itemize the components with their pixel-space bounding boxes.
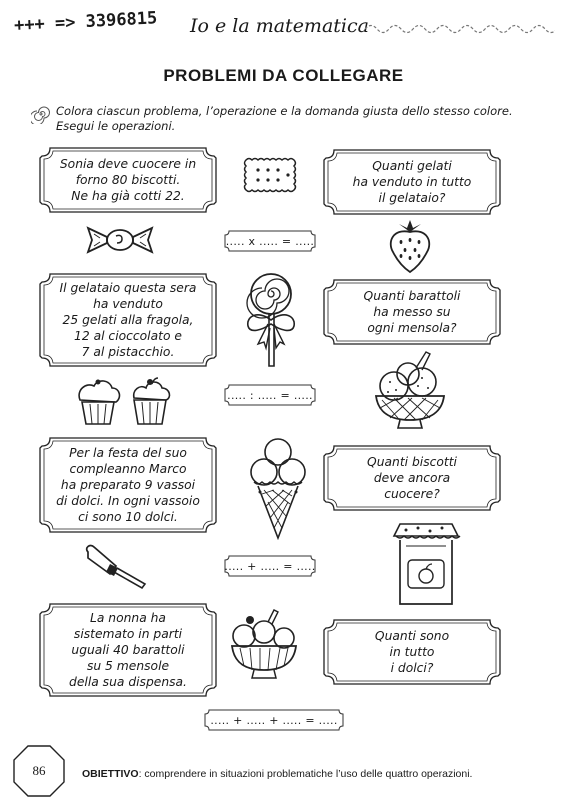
popsicle-icon	[82, 544, 152, 594]
problem-text: Per la festa del suo compleanno Marco ha preparato 9 vassoi di dolci. In ogni vassoio ci sono 10 dolci.	[56, 446, 200, 524]
candy-icon	[84, 222, 156, 258]
question-card-1[interactable]	[322, 148, 502, 216]
operation-box-1[interactable]	[224, 230, 316, 252]
question-card-2[interactable]	[322, 278, 502, 346]
question-text: Quanti gelati ha venduto in tutto il gelataio?	[352, 159, 472, 205]
question-card-4[interactable]	[322, 618, 502, 686]
lollipop-icon	[236, 270, 306, 372]
question-card-3[interactable]	[322, 444, 502, 512]
jam-jar-icon	[388, 520, 464, 608]
strawberry-icon	[385, 218, 435, 274]
question-text: Quanti biscotti deve ancora cuocere?	[367, 455, 457, 501]
operation-box-4[interactable]	[204, 709, 344, 731]
problem-card-4[interactable]	[38, 602, 218, 698]
operation-text: ..... + ..... + ..... = .....	[210, 713, 338, 727]
footer-objective	[82, 768, 472, 780]
footer-label: OBIETTIVO	[82, 768, 139, 780]
problem-text: La nonna ha sistemato in parti uguali 40 barattoli su 5 mensole della sua dispensa.	[69, 611, 187, 689]
biscuit-icon	[242, 156, 300, 196]
wave-decoration	[365, 22, 555, 36]
operation-text: ..... x ..... = .....	[225, 234, 315, 248]
operation-box-3[interactable]	[224, 555, 316, 577]
header-title: Io e la matematica	[190, 15, 369, 37]
problem-card-3[interactable]	[38, 436, 218, 534]
operation-box-2[interactable]	[224, 384, 316, 406]
footer-text: : comprendere in situazioni problematiche l’uso delle quattro operazioni.	[138, 768, 473, 780]
problem-card-1[interactable]	[38, 146, 218, 214]
problem-text: Il gelataio questa sera ha venduto 25 gelati alla fragola, 12 al cioccolato e 7 al pistacchio.	[59, 281, 197, 359]
operation-text: ..... : ..... = .....	[227, 388, 313, 402]
page-number: 86	[32, 763, 46, 778]
page-header	[0, 0, 567, 60]
ice-cream-bowl-icon	[372, 350, 448, 430]
question-text: Quanti barattoli ha messo su ogni mensola?	[363, 289, 461, 335]
problem-text: Sonia deve cuocere in forno 80 biscotti. Ne ha già cotti 22.	[59, 157, 197, 203]
problem-card-2[interactable]	[38, 272, 218, 368]
question-text: Quanti sono in tutto i dolci?	[374, 629, 450, 675]
header-code: +++ => 3396815	[13, 8, 158, 36]
operation-text: ..... + ..... = .....	[224, 559, 316, 573]
ice-cream-cone-icon	[246, 436, 310, 540]
page-title: PROBLEMI DA COLLEGARE	[163, 66, 404, 85]
instructions: Colora ciascun problema, l’operazione e la domanda giusta dello stesso colore. Esegui le operazioni.	[56, 104, 513, 133]
cupcake-icon	[74, 376, 178, 428]
dessert-cup-icon	[228, 608, 300, 680]
spiral-icon	[31, 104, 51, 124]
